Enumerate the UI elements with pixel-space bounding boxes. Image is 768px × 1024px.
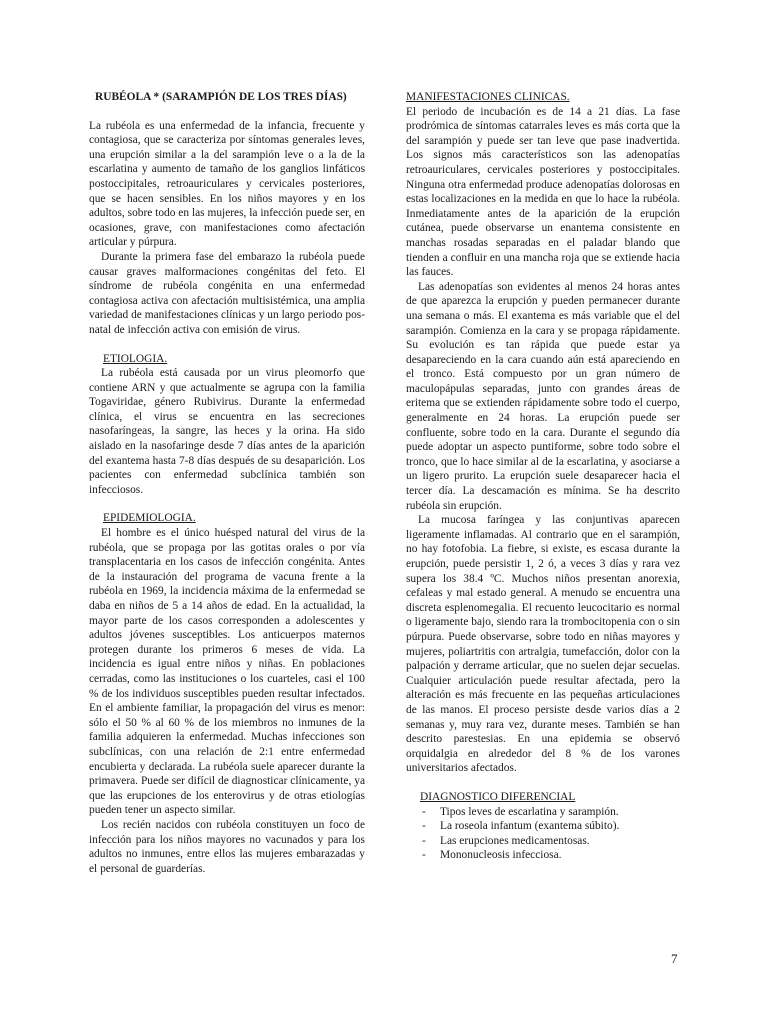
etiologia-heading: ETIOLOGIA. — [103, 352, 168, 365]
intro-paragraph-1: La rubéola es una enfermedad de la infancia, frecuente y contagiosa, que se caracteriza por síntomas generales leves, una erupción similar a la del sarampión leve o a la de la escarlatina y aumento de tamaño de los ganglios linfáticos postoccipitales, retroauriculares y cervicales posteriores, que se hacen sensibles. En los niños mayores y en los adultos, sobre todo en las mujeres, la infección puede ser, en ocasiones, grave, con manifestaciones como afectación articular y púrpura. — [89, 119, 365, 249]
right-column — [406, 90, 680, 863]
epidemiologia-paragraph-1: El hombre es el único huésped natural del virus de la rubéola, que se propaga por las gotitas orales o por vía transplacentaria en los casos de infección congénita. Antes de la instauración del programa de vacuna frente a la rubéola en 1969, la incidencia máxima de la enfermedad se daba en niños de 5 a 14 años de edad. En la actualidad, la mayor parte de los casos corresponden a adolescentes y adultos jóvenes susceptibles. Los anticuerpos maternos protegen durante los primeros 6 meses de vida. La incidencia es igual entre niños y niñas. En poblaciones cerradas, como las instituciones o los cuarteles, casi el 100 % de los individuos susceptibles pueden resultar infectados. En el ambiente familiar, la propagación del virus es menor: sólo el 50 % al 60 % de los miembros no inmunes de la familia adquieren la enfermedad. Muchas infecciones son subclínicas, con una relación de 2:1 entre enfermedad encubierta y declarada. La rubéola suele aparecer durante la primavera. Puede ser difícil de diagnosticar clínicamente, ya que las erupciones de los enterovirus y de otras etiologías pueden tener un aspecto similar. — [89, 527, 365, 817]
manifestaciones-paragraph-2: Las adenopatías son evidentes al menos 24 horas antes de que aparezca la erupción y pueden permanecer durante una semana o más. El exantema es más variable que el del sarampión. Comienza en la cara y se propaga rápidamente. Su evolución es tan rápida que puede estar ya desapareciendo en la cara cuando aún está apareciendo en el tronco. Está compuesto por un gran número de maculopápulas separadas, junto con grandes áreas de eritema que se extienden rápidamente sobre todo el cuerpo, generalmente en 24 horas. La erupción puede ser confluente, sobre todo en la cara. Durante el segundo día puede adoptar un aspecto puntiforme, sobre todo sobre el tronco, que lo hace similar al de la escarlatina, y asociarse a un ligero prurito. La erupción suele desaparecer hacia el tercer día. La descamación es mínima. Se ha descrito rubéola sin erupción. — [406, 280, 680, 512]
list-item: - La roseola infantum (exantema súbito). — [422, 819, 680, 834]
list-item: - Mononucleosis infecciosa. — [422, 848, 680, 863]
manifestaciones-heading: MANIFESTACIONES CLINICAS. — [406, 91, 570, 103]
intro-paragraph-2: Durante la primera fase del embarazo la rubéola puede causar graves malformaciones congénitas del feto. El síndrome de rubéola congénita en una enfermedad contagiosa activa con afectación multisistémica, una amplia variedad de manifestaciones clínicas y un largo periodo pos-natal de infección activa con emisión de virus. — [89, 250, 365, 336]
page-number: 7 — [671, 951, 678, 966]
manifestaciones-paragraph-1: El periodo de incubación es de 14 a 21 días. La fase prodrómica de síntomas catarrales leves es más corta que la del sarampión y puede ser tan leve que pase inadvertida. Los signos más característicos son las adenopatías retroauriculares, cervicales posteriores y postoccipitales. Ninguna otra enfermedad produce adenopatías dolorosas en estas localizaciones en la medida en que lo hace la rubéola. Inmediatamente antes de la aparición de la erupción cutánea, puede observarse un enantema consistente en manchas rosadas separadas en el paladar blando que tienden a confluir en una mancha roja que se extiende hacia las fauces. — [406, 105, 680, 279]
list-item: - Las erupciones medicamentosas. — [422, 834, 680, 849]
epidemiologia-heading: EPIDEMIOLOGIA. — [103, 512, 196, 525]
etiologia-paragraph: La rubéola está causada por un virus pleomorfo que contiene ARN y que actualmente se agrupa con la familia Togaviridae, género Rubivirus. Durante la enfermedad clínica, el virus se encuentra en las secreciones nasofaríngeas, la sangre, las heces y la orina. Ha sido aislado en la nasofaringe desde 7 días antes de la aparición del exantema hasta 7-8 días después de su desaparición. Los pacientes con enfermedad subclínica también son infecciosos. — [89, 367, 365, 496]
document-title: RUBÉOLA * (SARAMPIÓN DE LOS TRES DÍAS) — [95, 91, 347, 103]
epidemiologia-paragraph-2: Los recién nacidos con rubéola constituyen un foco de infección para los niños mayores no vacunados y para los adultos no inmunes, entre ellos las mujeres embarazadas y el personal de guarderías. — [89, 818, 365, 875]
left-column — [89, 90, 365, 876]
list-item: - Tipos leves de escarlatina y sarampión. — [422, 805, 680, 820]
diagnostico-list — [406, 805, 680, 863]
diagnostico-heading: DIAGNOSTICO DIFERENCIAL — [420, 790, 576, 803]
manifestaciones-paragraph-3: La mucosa faríngea y las conjuntivas aparecen ligeramente inflamadas. Al contrario que en el sarampión, no hay fotofobia. La fiebre, si existe, es escasa durante la erupción, puede persistir 1, 2 ó, a veces 3 días y rara vez supera los 38.4 ºC. Muchos niños presentan anorexia, cefaleas y mal estado general. A menudo se encuentra una discreta esplenomegalia. El recuento leucocitario es normal o ligeramente bajo, siendo rara la trombocitopenia con o sin púrpura. Puede observarse, sobre todo en niñas mayores y mujeres, poliartritis con artralgia, tumefacción, dolor con la palpación y derrame articular, que no suelen dejar secuelas. Cualquier articulación puede resultar afectada, pero la alteración es más frecuente en las pequeñas articulaciones de las manos. El proceso persiste desde varios días a 2 semanas y, muy rara vez, durante meses. También se han descrito parestesias. En una epidemia se observó orquidalgia en alrededor del 8 % de los varones universitarios afectados. — [406, 514, 680, 775]
